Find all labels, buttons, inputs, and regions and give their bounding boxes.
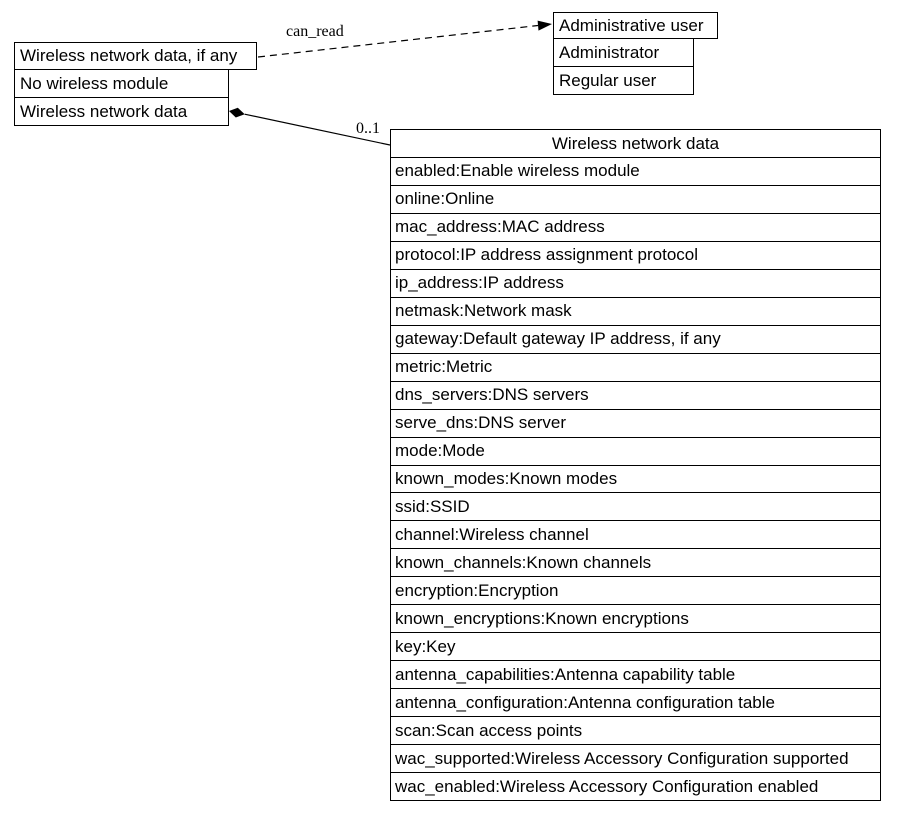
class-attribute-row: known_modes:Known modes bbox=[391, 465, 880, 493]
class-attribute-row: wac_enabled:Wireless Accessory Configuration enabled bbox=[391, 772, 880, 800]
class-attribute-row: wac_supported:Wireless Accessory Configuration supported bbox=[391, 744, 880, 772]
class-attribute-row: online:Online bbox=[391, 185, 880, 213]
class-attribute-row: encryption:Encryption bbox=[391, 576, 880, 604]
class-attribute-row: known_encryptions:Known encryptions bbox=[391, 604, 880, 632]
node-administrator bbox=[553, 38, 694, 67]
class-attribute-row: enabled:Enable wireless module bbox=[391, 157, 880, 185]
edge-label-multiplicity: 0..1 bbox=[356, 120, 380, 137]
node-label: Administrator bbox=[559, 42, 660, 62]
node-label: Wireless network data bbox=[20, 101, 188, 121]
class-attribute-row: metric:Metric bbox=[391, 353, 880, 381]
node-label: Wireless network data, if any bbox=[20, 46, 238, 65]
class-attribute-row: ip_address:IP address bbox=[391, 269, 880, 297]
class-attribute-row: scan:Scan access points bbox=[391, 716, 880, 744]
node-label: Administrative user bbox=[559, 15, 704, 35]
class-title: Wireless network data bbox=[551, 133, 720, 153]
arrowhead-icon bbox=[538, 21, 552, 31]
class-node-wireless-network-data bbox=[390, 129, 881, 801]
class-attribute-row: antenna_capabilities:Antenna capability table bbox=[391, 660, 880, 688]
class-attribute-row: key:Key bbox=[391, 632, 880, 660]
class-attribute-row: known_channels:Known channels bbox=[391, 548, 880, 576]
node-regular-user bbox=[553, 66, 694, 95]
node-administrative-user bbox=[553, 12, 718, 39]
class-attribute-row: mac_address:MAC address bbox=[391, 213, 880, 241]
class-attribute-row: netmask:Network mask bbox=[391, 297, 880, 325]
composition-diamond-icon bbox=[229, 108, 245, 118]
node-label: No wireless module bbox=[20, 73, 169, 93]
node-no-wireless-module bbox=[14, 69, 229, 98]
class-attribute-row: antenna_configuration:Antenna configuration table bbox=[391, 688, 880, 716]
class-attribute-row: dns_servers:DNS servers bbox=[391, 381, 880, 409]
class-attribute-row: ssid:SSID bbox=[391, 492, 880, 520]
node-wireless-network-data bbox=[14, 97, 229, 126]
class-attribute-row: channel:Wireless channel bbox=[391, 520, 880, 548]
node-label: Regular user bbox=[559, 70, 657, 90]
class-attribute-row: gateway:Default gateway IP address, if any bbox=[391, 325, 880, 353]
class-attribute-row: mode:Mode bbox=[391, 437, 880, 465]
node-wireless-network-data-if-any bbox=[14, 42, 257, 70]
edge-label-can-read: can_read bbox=[286, 23, 344, 40]
class-attribute-row: protocol:IP address assignment protocol bbox=[391, 241, 880, 269]
class-attribute-row: serve_dns:DNS server bbox=[391, 409, 880, 437]
class-attribute-list bbox=[391, 157, 880, 800]
